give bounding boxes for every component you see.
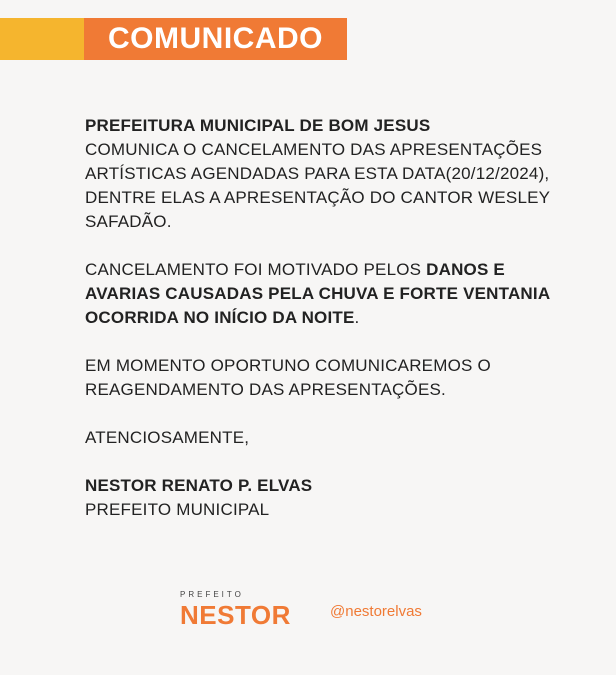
header-title: COMUNICADO [84, 18, 347, 60]
cancellation-text: COMUNICA O CANCELAMENTO DAS APRESENTAÇÕES ARTÍSTICAS AGENDADAS PARA ESTA DATA(20/12/2024), DENTRE ELAS A APRESENTAÇÃO DO CANTOR WESLEY SAFADÃO. [85, 140, 550, 231]
reason-detail: DANOS E AVARIAS CAUSADAS PELA CHUVA E FORTE VENTANIA OCORRIDA NO INÍCIO DA NOITE [85, 260, 550, 327]
signer-title: PREFEITO MUNICIPAL [85, 500, 270, 519]
header-stripe [0, 18, 84, 60]
nestor-logo [180, 590, 316, 628]
municipality-name: PREFEITURA MUNICIPAL DE BOM JESUS [85, 116, 431, 135]
closing-text: ATENCIOSAMENTE, [85, 428, 250, 447]
reason-end: . [354, 308, 360, 327]
notice-paragraph-3: EM MOMENTO OPORTUNO COMUNICAREMOS O REAGENDAMENTO DAS APRESENTAÇÕES. [85, 356, 491, 399]
logo-prefix: PREFEITO [180, 590, 244, 599]
notice-paragraph-2 [85, 258, 555, 330]
notice-paragraph-1 [85, 114, 555, 234]
signer-name: NESTOR RENATO P. ELVAS [85, 476, 313, 495]
reason-intro: CANCELAMENTO FOI MOTIVADO PELOS [85, 260, 427, 279]
social-handle: @nestorelvas [330, 603, 422, 620]
logo-name: NESTOR [180, 600, 291, 630]
footer [180, 588, 422, 628]
notice-body [85, 114, 555, 522]
signature-block [85, 474, 555, 522]
